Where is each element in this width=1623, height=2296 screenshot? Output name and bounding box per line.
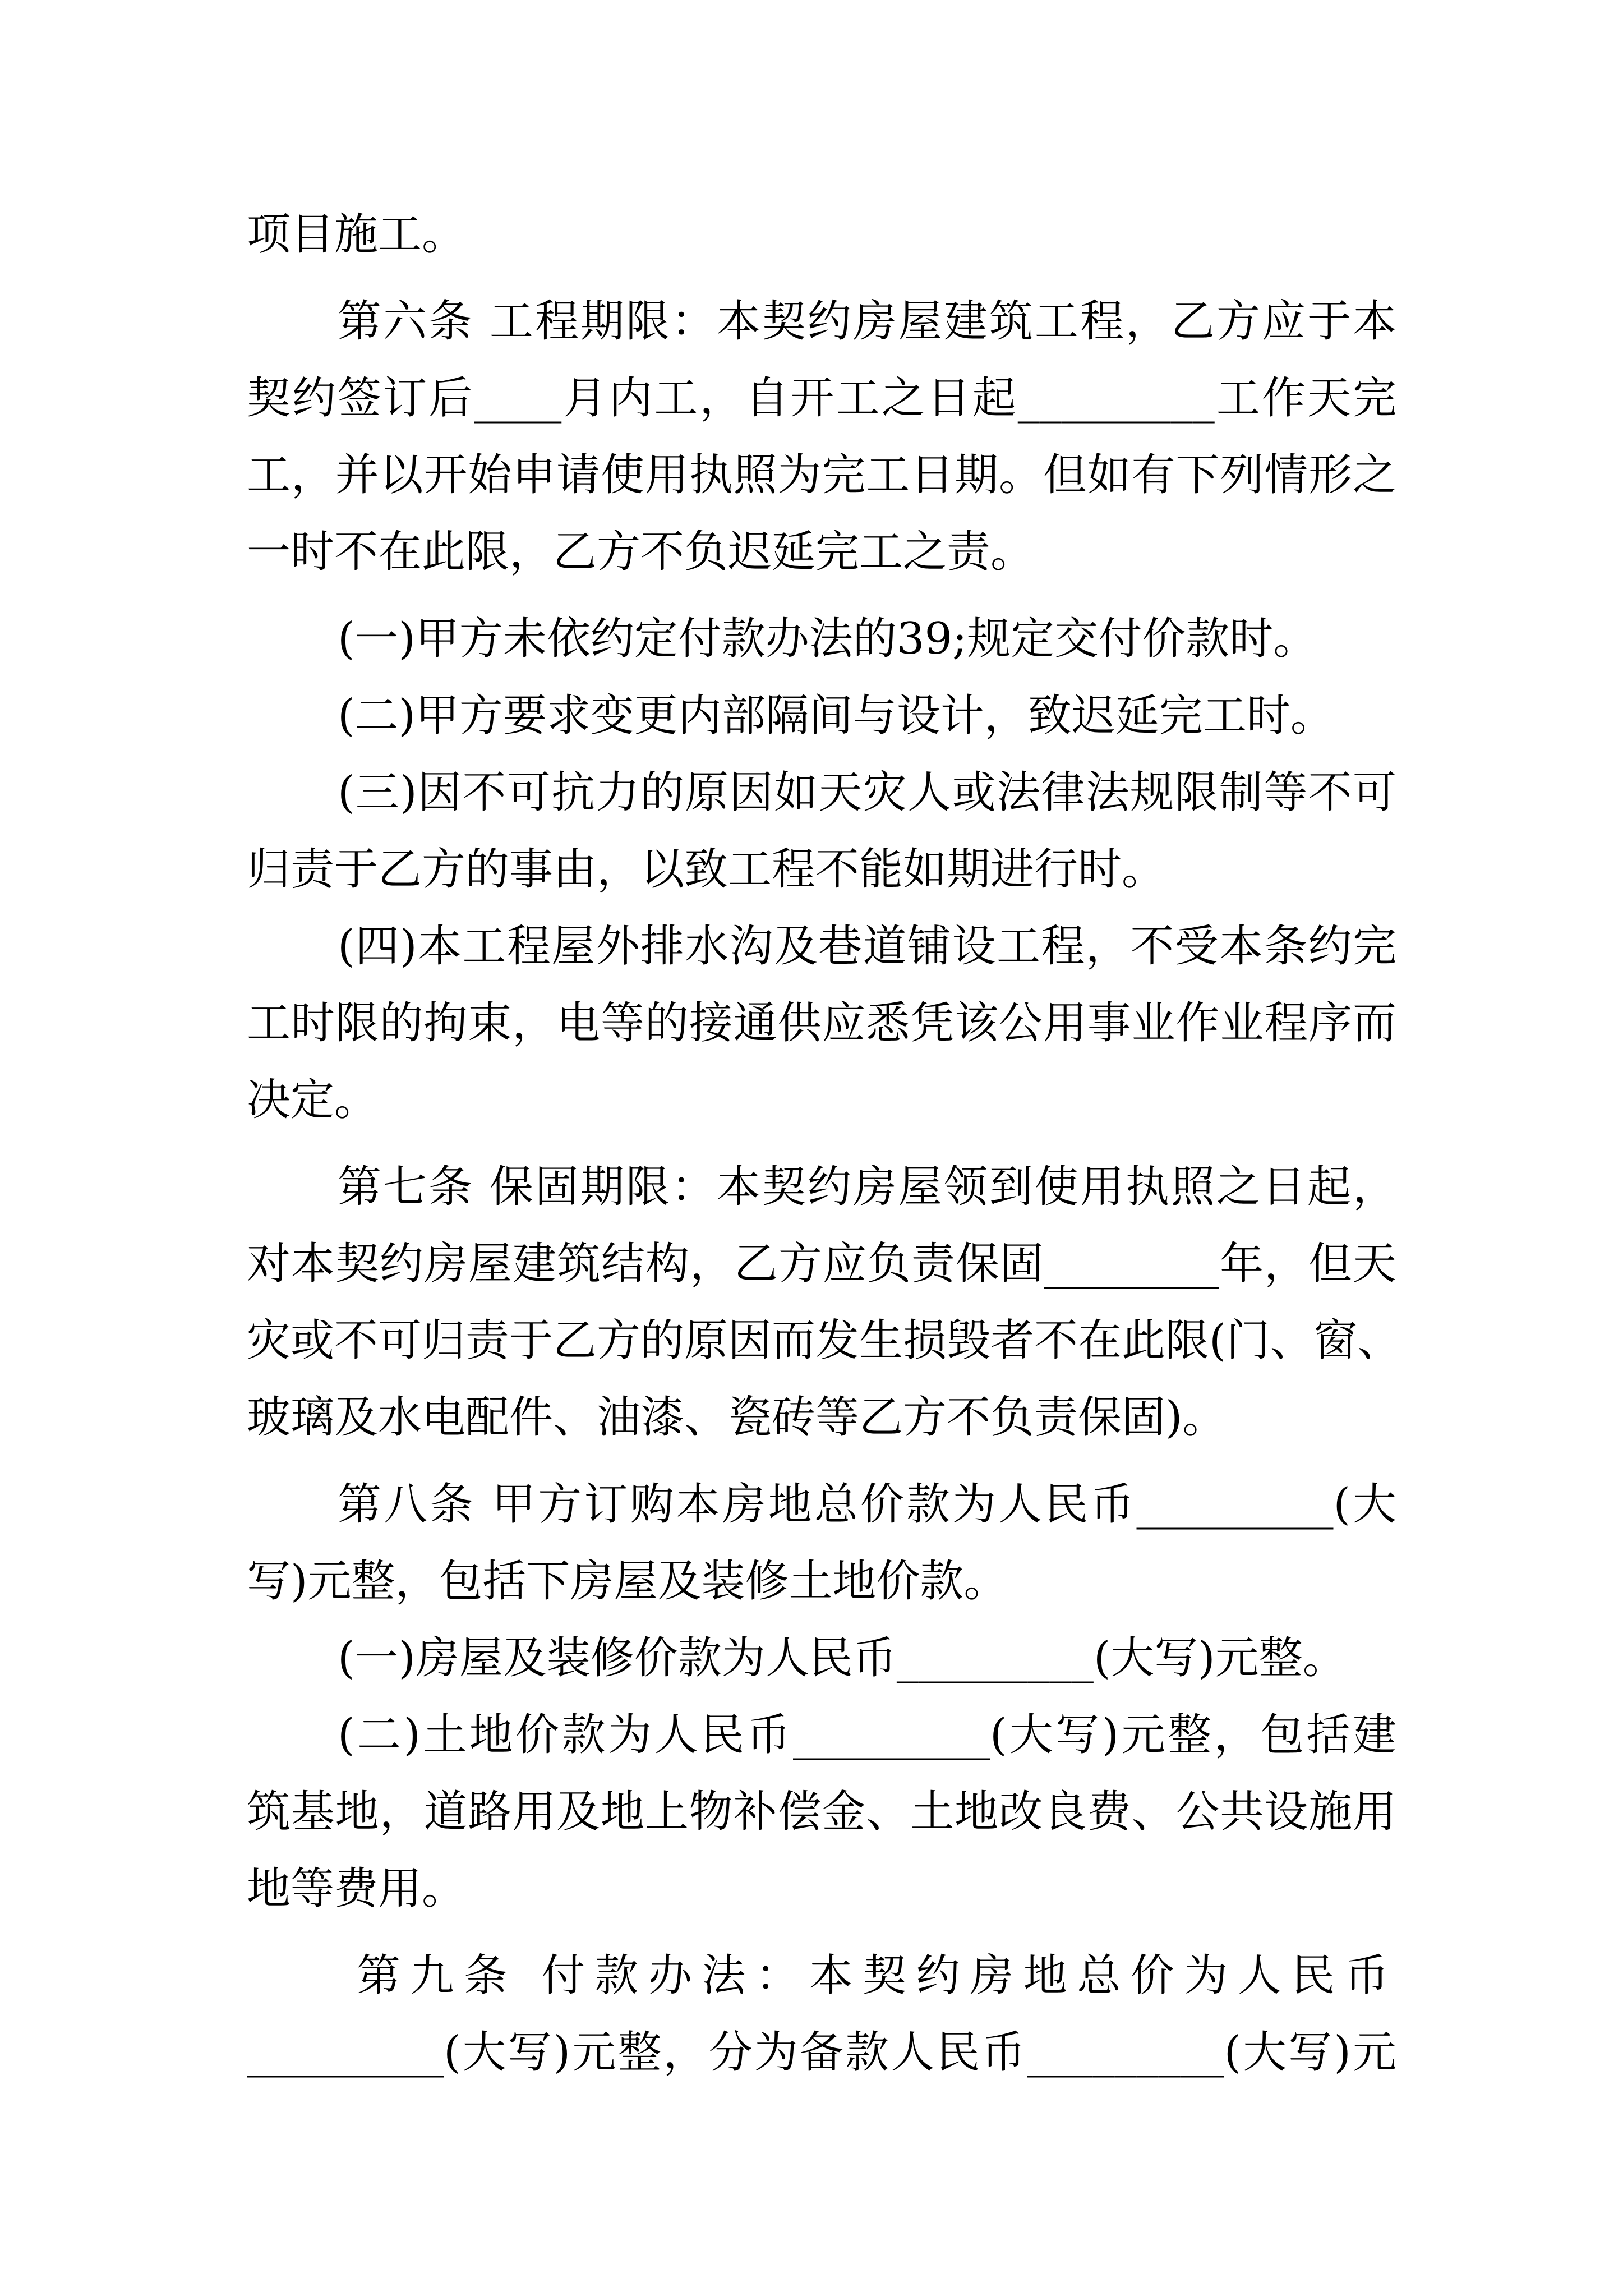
list-item: (二)土地价款为人民币_________(大写)元整，包括建 [338,1710,1396,1760]
text-line: 契约签订后____月内工，自开工之日起_________工作天完 [247,373,1396,424]
article-8-heading: 第八条 甲方订购本房地总价款为人民币_________(大 [338,1479,1396,1530]
list-item: (二)甲方要求变更内部隔间与设计，致迟延完工时。 [338,691,1334,741]
article-7-heading: 第七条 保固期限：本契约房屋领到使用执照之日起， [338,1162,1396,1212]
text-line: 项目施工。 [247,209,466,260]
text-line: 对本契约房屋建筑结构，乙方应负责保固________年，但天 [247,1239,1396,1289]
text-line: 写)元整，包括下房屋及装修土地价款。 [247,1556,1008,1607]
text-line: 工，并以开始申请使用执照为完工日期。但如有下列情形之 [247,450,1396,500]
list-item: (三)因不可抗力的原因如天灾人或法律法规限制等不可 [338,767,1396,818]
text-line: _________(大写)元整，分为备款人民币_________(大写)元 [247,2027,1396,2078]
text-line: 灾或不可归责于乙方的原因而发生损毁者不在此限(门、窗、 [247,1315,1401,1366]
text-line: 决定。 [247,1075,379,1125]
text-line: 一时不在此限，乙方不负迟延完工之责。 [247,527,1035,577]
article-9-heading: 第九条 付款办法：本契约房地总价为人民币 [357,1950,1396,2001]
text-line: 工时限的拘束，电等的接通供应悉凭该公用事业作业程序而 [247,998,1396,1048]
article-6-heading: 第六条 工程期限：本契约房屋建筑工程，乙方应于本 [338,296,1396,347]
list-item: (一)房屋及装修价款为人民币_________(大写)元整。 [338,1633,1347,1683]
text-line: 地等费用。 [247,1864,466,1914]
list-item: (一)甲方未依约定付款办法的39;规定交付价款时。 [338,614,1317,664]
text-line: 归责于乙方的事由，以致工程不能如期进行时。 [247,844,1166,895]
list-item: (四)本工程屋外排水沟及巷道铺设工程，不受本条约完 [338,921,1396,972]
text-line: 筑基地，道路用及地上物补偿金、土地改良费、公共设施用 [247,1787,1396,1837]
text-line: 玻璃及水电配件、油漆、瓷砖等乙方不负责保固)。 [247,1392,1227,1443]
